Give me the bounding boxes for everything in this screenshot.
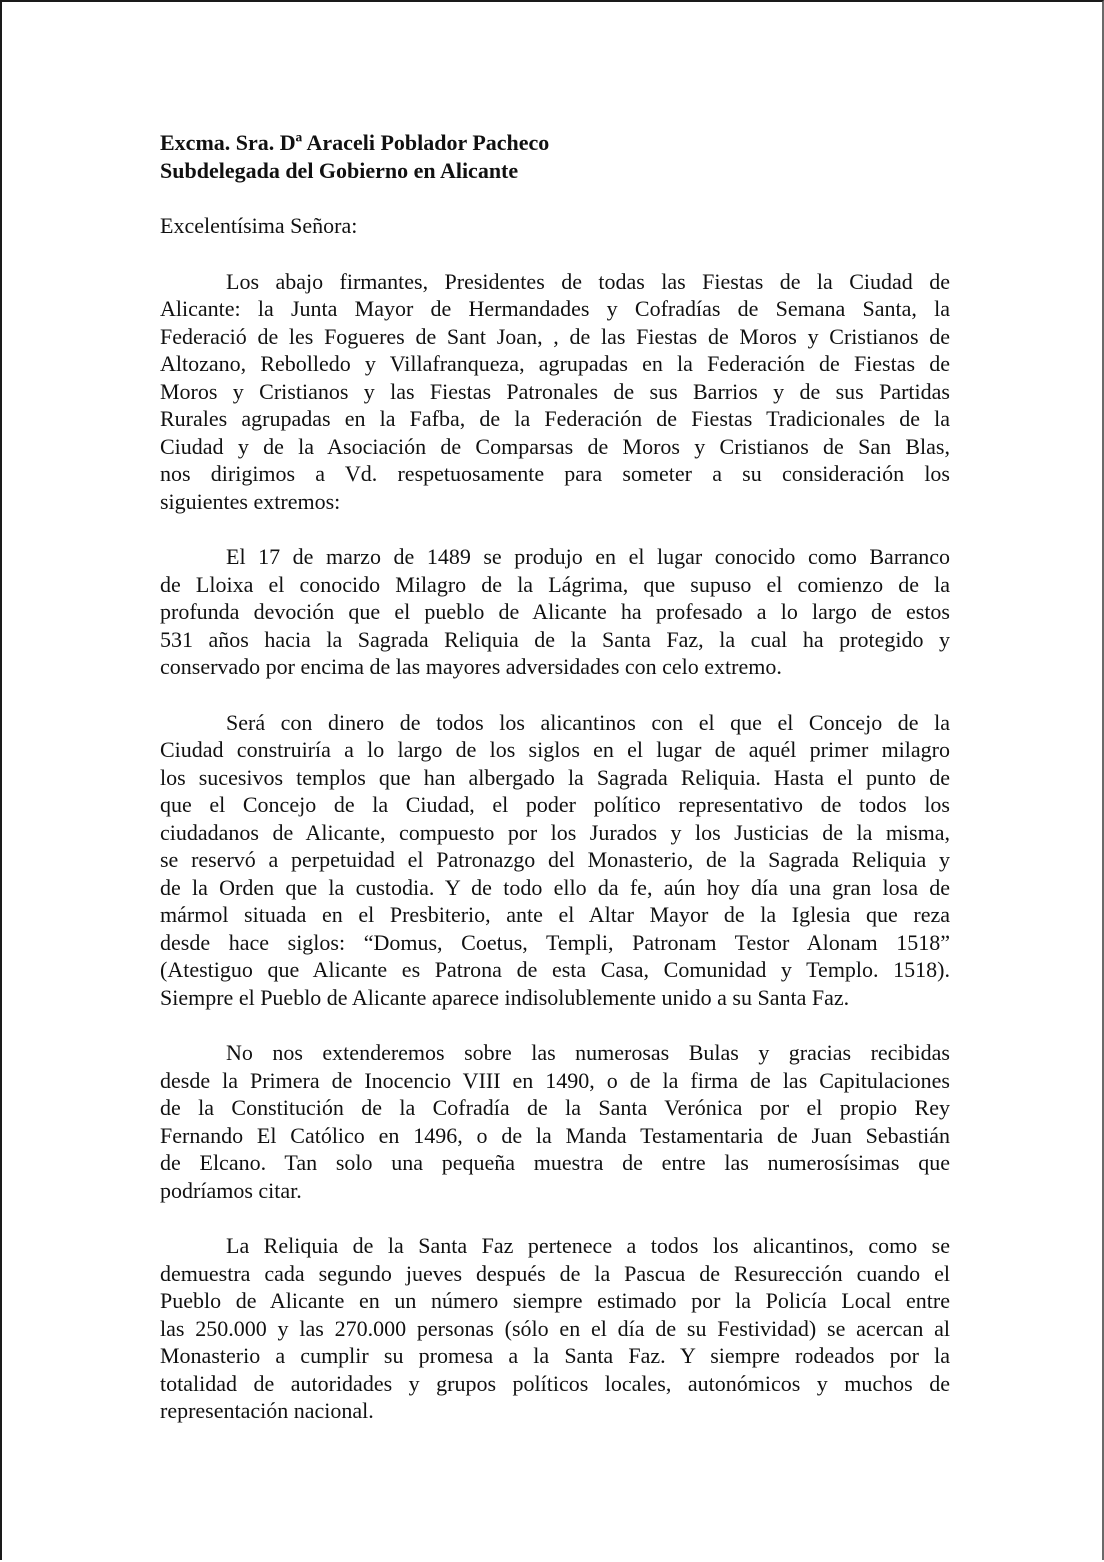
- paragraph-line: Fernando El Católico en 1496, o de la Manda Testamentaria de Juan Sebastián: [160, 1122, 950, 1148]
- paragraph-line: de la Orden que la custodia. Y de todo ello da fe, aún hoy día una gran losa de: [160, 874, 950, 900]
- paragraph-line: mármol situada en el Presbiterio, ante el Altar Mayor de la Iglesia que reza: [160, 902, 950, 927]
- paragraphs-container: [160, 268, 950, 1425]
- paragraph-line: conservado por encima de las mayores adversidades con celo extremo.: [160, 654, 782, 679]
- recipient-name: Excma. Sra. Dª Araceli Poblador Pacheco: [160, 130, 550, 155]
- paragraph-line: desde la Primera de Inocencio VIII en 1490, o de la firma de las Capitulaciones: [160, 1067, 950, 1093]
- paragraph-line: Altozano, Rebolledo y Villafranqueza, agrupadas en la Federación de Fiestas de: [160, 351, 950, 376]
- paragraph-line: que el Concejo de la Ciudad, el poder político representativo de todos los: [160, 792, 950, 817]
- paragraph-line: de Elcano. Tan solo una pequeña muestra de entre las numerosísimas que: [160, 1150, 950, 1175]
- paragraph-line: demuestra cada segundo jueves después de la Pascua de Resurección cuando el: [160, 1260, 950, 1286]
- paragraph: [160, 709, 950, 1012]
- paragraph-line: siguientes extremos:: [160, 488, 341, 514]
- paragraph-line: Rurales agrupadas en la Fafba, de la Federación de Fiestas Tradicionales de la: [160, 406, 950, 431]
- paragraph-line: representación nacional.: [160, 1398, 374, 1423]
- paragraph: [160, 1232, 950, 1425]
- paragraph-line: 531 años hacia la Sagrada Reliquia de la Santa Faz, la cual ha protegido y: [160, 626, 950, 652]
- paragraph-line: de la Constitución de la Cofradía de la Santa Verónica por el propio Rey: [160, 1095, 950, 1120]
- letter-body: [160, 129, 950, 1425]
- paragraph-line: La Reliquia de la Santa Faz pertenece a todos los alicantinos, como se: [226, 1233, 950, 1258]
- salutation: Excelentísima Señora:: [160, 213, 358, 238]
- paragraph-line: totalidad de autoridades y grupos políticos locales, autonómicos y muchos de: [160, 1370, 950, 1396]
- paragraph-line: El 17 de marzo de 1489 se produjo en el lugar conocido como Barranco: [226, 544, 950, 569]
- paragraph-line: Siempre el Pueblo de Alicante aparece indisolublemente unido a su Santa Faz.: [160, 984, 850, 1010]
- paragraph-line: Moros y Cristianos y las Fiestas Patronales de sus Barrios y de sus Partidas: [160, 378, 950, 404]
- paragraph-line: Los abajo firmantes, Presidentes de todas las Fiestas de la Ciudad de: [226, 268, 950, 294]
- paragraph-line: No nos extenderemos sobre las numerosas Bulas y gracias recibidas: [226, 1040, 950, 1065]
- paragraph-line: nos dirigimos a Vd. respetuosamente para someter a su consideración los: [160, 461, 950, 486]
- paragraph: [160, 268, 950, 516]
- paragraph-line: de Lloixa el conocido Milagro de la Lágrima, que supuso el comienzo de la: [160, 571, 950, 597]
- paragraph-line: se reservó a perpetuidad el Patronazgo del Monasterio, de la Sagrada Reliquia y: [160, 847, 950, 872]
- paragraph-line: Alicante: la Junta Mayor de Hermandades y Cofradías de Semana Santa, la: [160, 296, 950, 321]
- paragraph-line: desde hace siglos: “Domus, Coetus, Templi, Patronam Testor Alonam 1518”: [160, 929, 950, 955]
- recipient-title: Subdelegada del Gobierno en Alicante: [160, 157, 519, 183]
- recipient-block: [160, 129, 950, 184]
- paragraph-line: podríamos citar.: [160, 1177, 302, 1203]
- paragraph-line: Ciudad construiría a lo largo de los siglos en el lugar de aquél primer milagro: [160, 737, 950, 762]
- paragraph-line: Será con dinero de todos los alicantinos con el que el Concejo de la: [226, 709, 950, 735]
- paragraph-line: Federació de les Fogueres de Sant Joan, , de las Fiestas de Moros y Cristianos de: [160, 323, 950, 349]
- paragraph-line: ciudadanos de Alicante, compuesto por los Jurados y los Justicias de la misma,: [160, 819, 950, 845]
- paragraph: [160, 1039, 950, 1204]
- paragraph-line: (Atestiguo que Alicante es Patrona de esta Casa, Comunidad y Templo. 1518).: [160, 957, 950, 982]
- paragraph-line: Pueblo de Alicante en un número siempre estimado por la Policía Local entre: [160, 1288, 950, 1313]
- paragraph-line: profunda devoción que el pueblo de Alicante ha profesado a lo largo de estos: [160, 599, 950, 624]
- paragraph: [160, 543, 950, 681]
- paragraph-line: los sucesivos templos que han albergado la Sagrada Reliquia. Hasta el punto de: [160, 764, 950, 790]
- paragraph-line: Monasterio a cumplir su promesa a la Santa Faz. Y siempre rodeados por la: [160, 1343, 950, 1368]
- paragraph-line: Ciudad y de la Asociación de Comparsas de Moros y Cristianos de San Blas,: [160, 433, 950, 459]
- paragraph-line: las 250.000 y las 270.000 personas (sólo en el día de su Festividad) se acercan al: [160, 1315, 950, 1341]
